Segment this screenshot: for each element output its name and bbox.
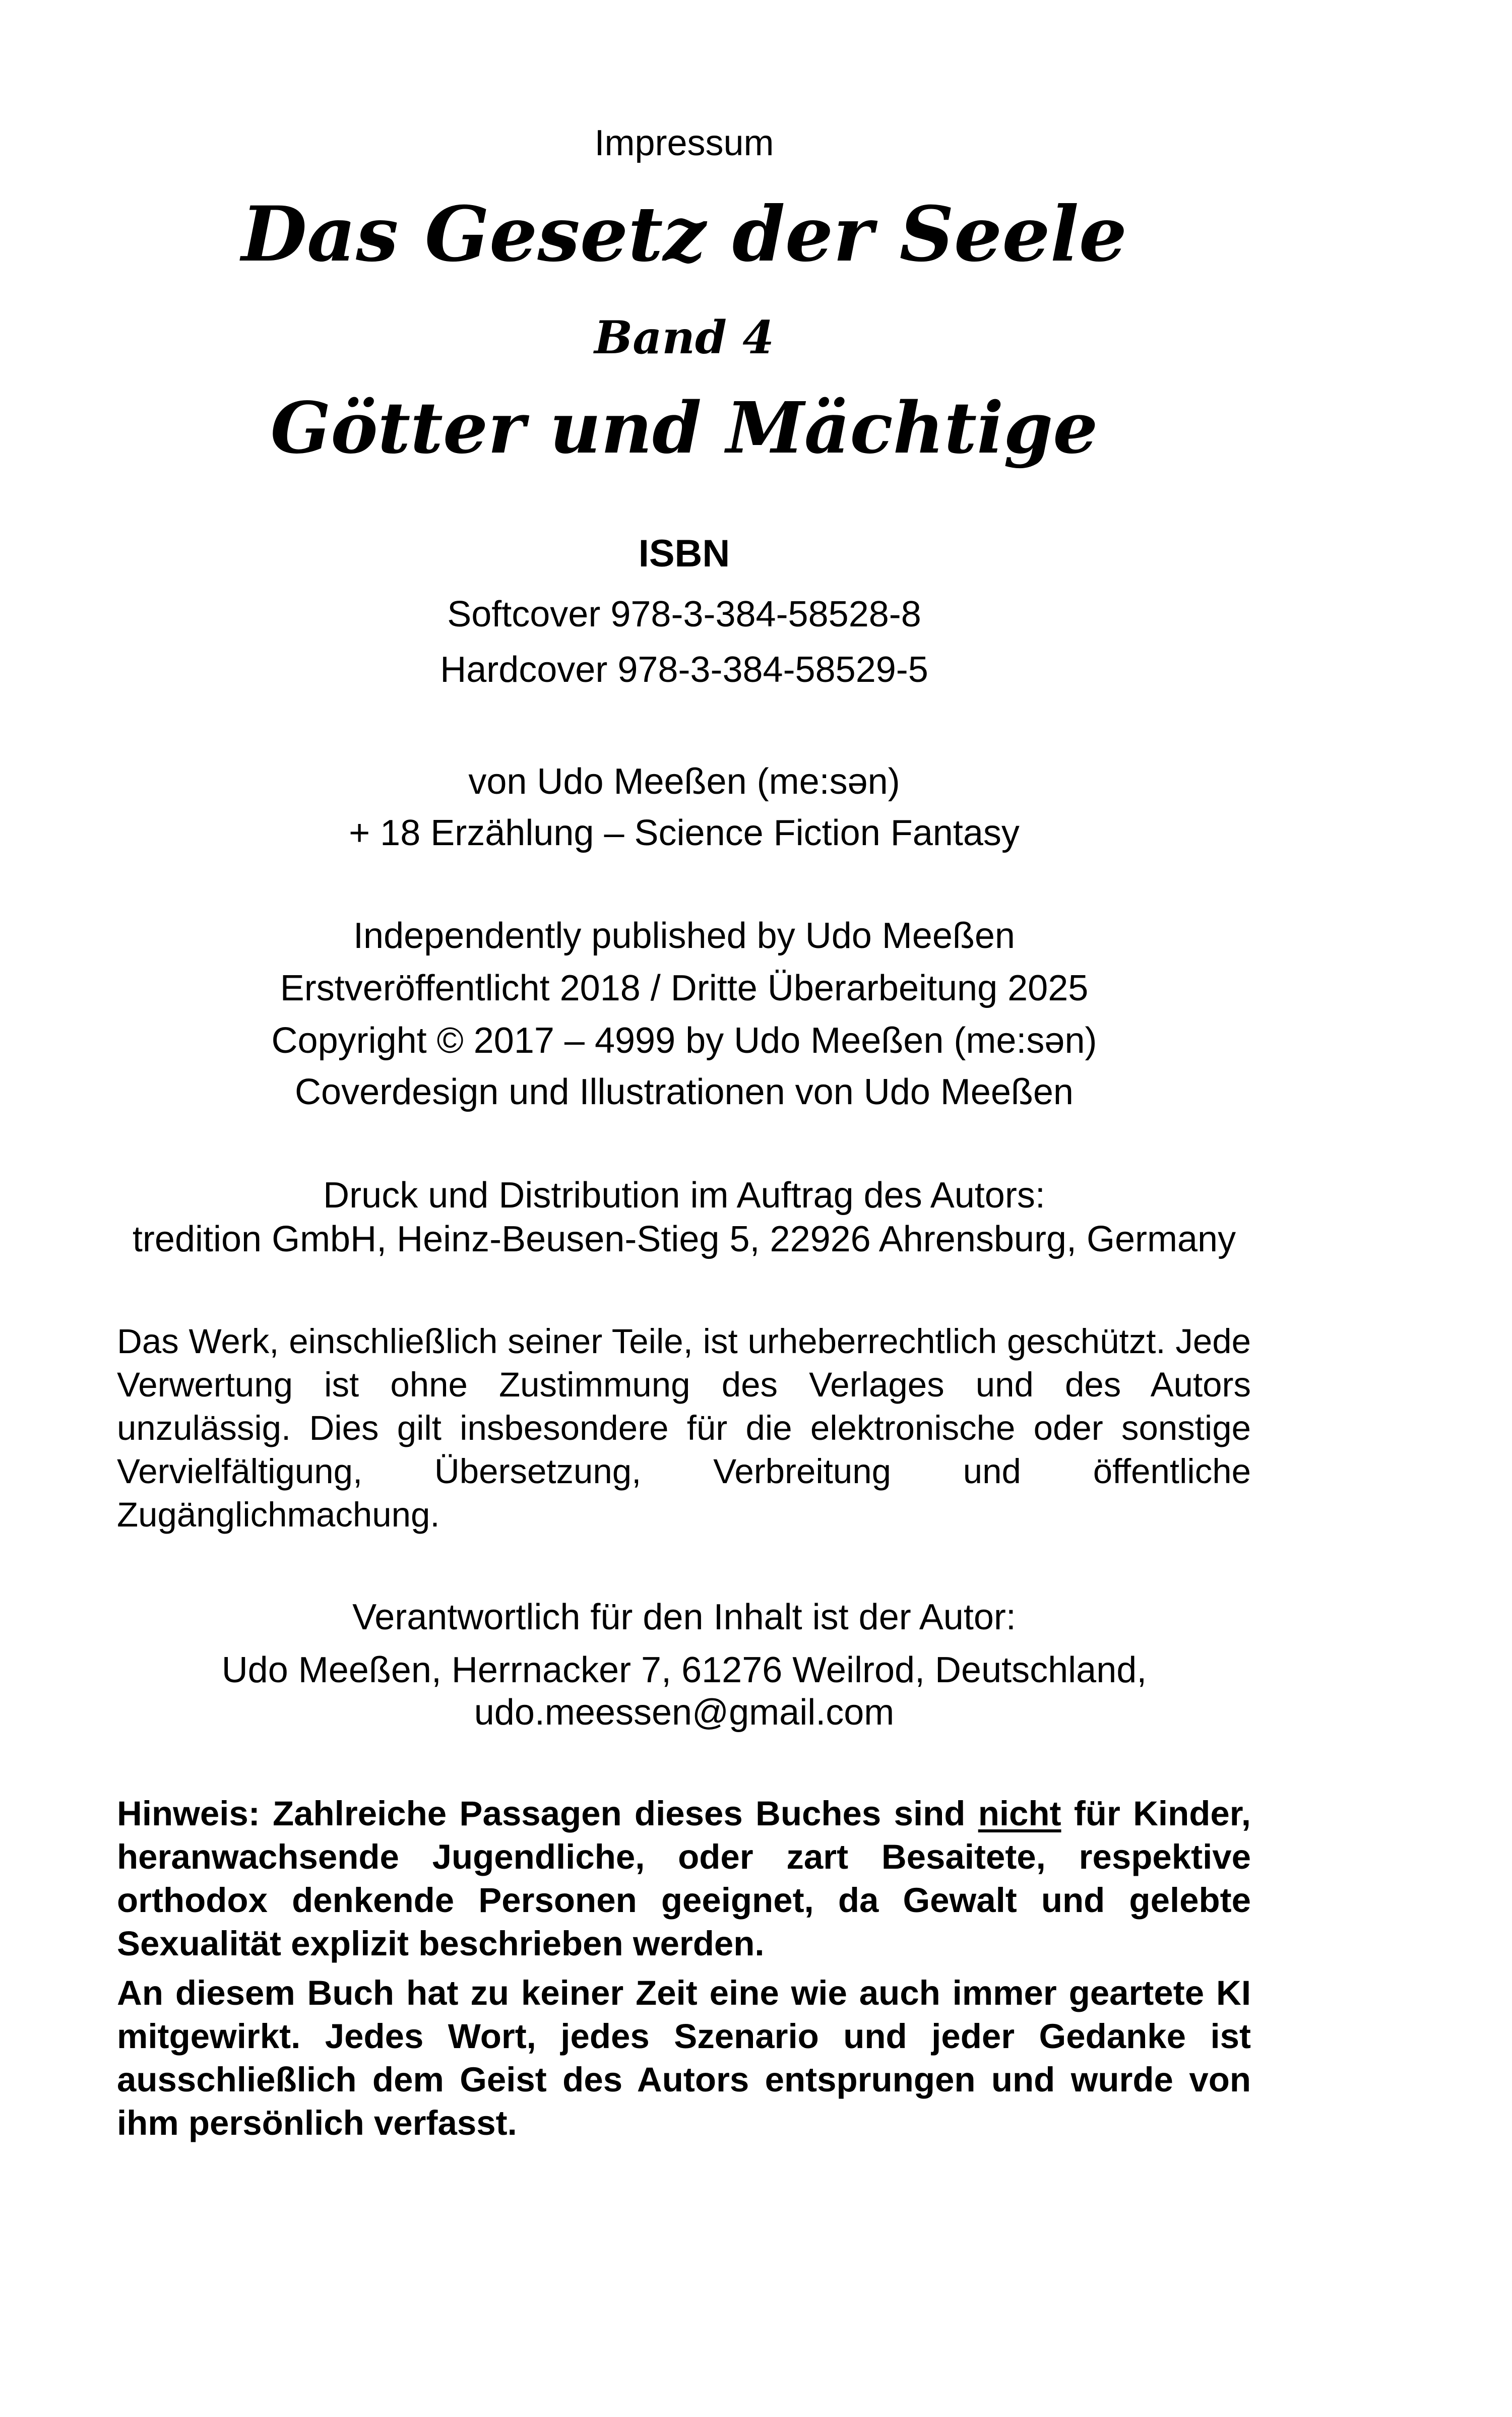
responsible-address: Udo Meeßen, Herrnacker 7, 61276 Weilrod, Deutschland,	[221, 1650, 1147, 1690]
content-warning-emphasis: nicht	[978, 1794, 1061, 1833]
isbn-softcover: Softcover 978-3-384-58528-8	[447, 594, 921, 634]
content-warning-text-2: für Kinder, heranwachsende Jugendliche, oder zart Besaitete, respektive orthodox denkende Personen geeignet, da Gewalt und gelebte Sexualität explizit beschrieben werden.	[117, 1794, 1251, 1963]
impressum-heading: Impressum	[594, 123, 774, 163]
isbn-hardcover: Hardcover 978-3-384-58529-5	[440, 650, 928, 690]
copyright-line: Copyright © 2017 – 4999 by Udo Meeßen (me:sən)	[271, 1021, 1097, 1061]
genre-line: + 18 Erzählung – Science Fiction Fantasy	[349, 813, 1020, 853]
ai-statement: An diesem Buch hat zu keiner Zeit eine wie auch immer geartete KI mitgewirkt. Jedes Wort, jedes Szenario und jeder Gedanke ist ausschließlich dem Geist des Autors entsprungen und wurde von ihm persönlich verfasst.	[117, 1974, 1251, 2142]
content-warning	[117, 1792, 1251, 1965]
isbn-heading: ISBN	[638, 532, 730, 575]
content-warning-text-1: Hinweis: Zahlreiche Passagen dieses Buches sind	[117, 1794, 978, 1833]
first-published-line: Erstveröffentlicht 2018 / Dritte Überarbeitung 2025	[280, 968, 1089, 1008]
volume-label: Band 4	[594, 311, 774, 364]
responsible-email: udo.meessen@gmail.com	[474, 1692, 895, 1733]
copyright-notice: Das Werk, einschließlich seiner Teile, ist urheberrechtlich geschützt. Jede Verwertung ist ohne Zustimmung des Verlages und des Autors unzulässig. Dies gilt insbesondere für die elektronische oder sonstige Vervielfältigung, Übersetzung, Verbreitung und öffentliche Zugänglichmachung.	[117, 1322, 1251, 1534]
series-title: Das Gesetz der Seele	[241, 190, 1127, 279]
distribution-line-2: tredition GmbH, Heinz-Beusen-Stieg 5, 22926 Ahrensburg, Germany	[132, 1219, 1236, 1259]
responsible-heading: Verantwortlich für den Inhalt ist der Autor:	[352, 1597, 1016, 1637]
cover-design-line: Coverdesign und Illustrationen von Udo Meeßen	[295, 1072, 1074, 1112]
distribution-line-1: Druck und Distribution im Auftrag des Autors:	[323, 1175, 1045, 1216]
author-line: von Udo Meeßen (me:sən)	[468, 761, 900, 802]
book-title: Götter und Mächtige	[270, 387, 1098, 470]
published-by-line: Independently published by Udo Meeßen	[353, 916, 1015, 956]
